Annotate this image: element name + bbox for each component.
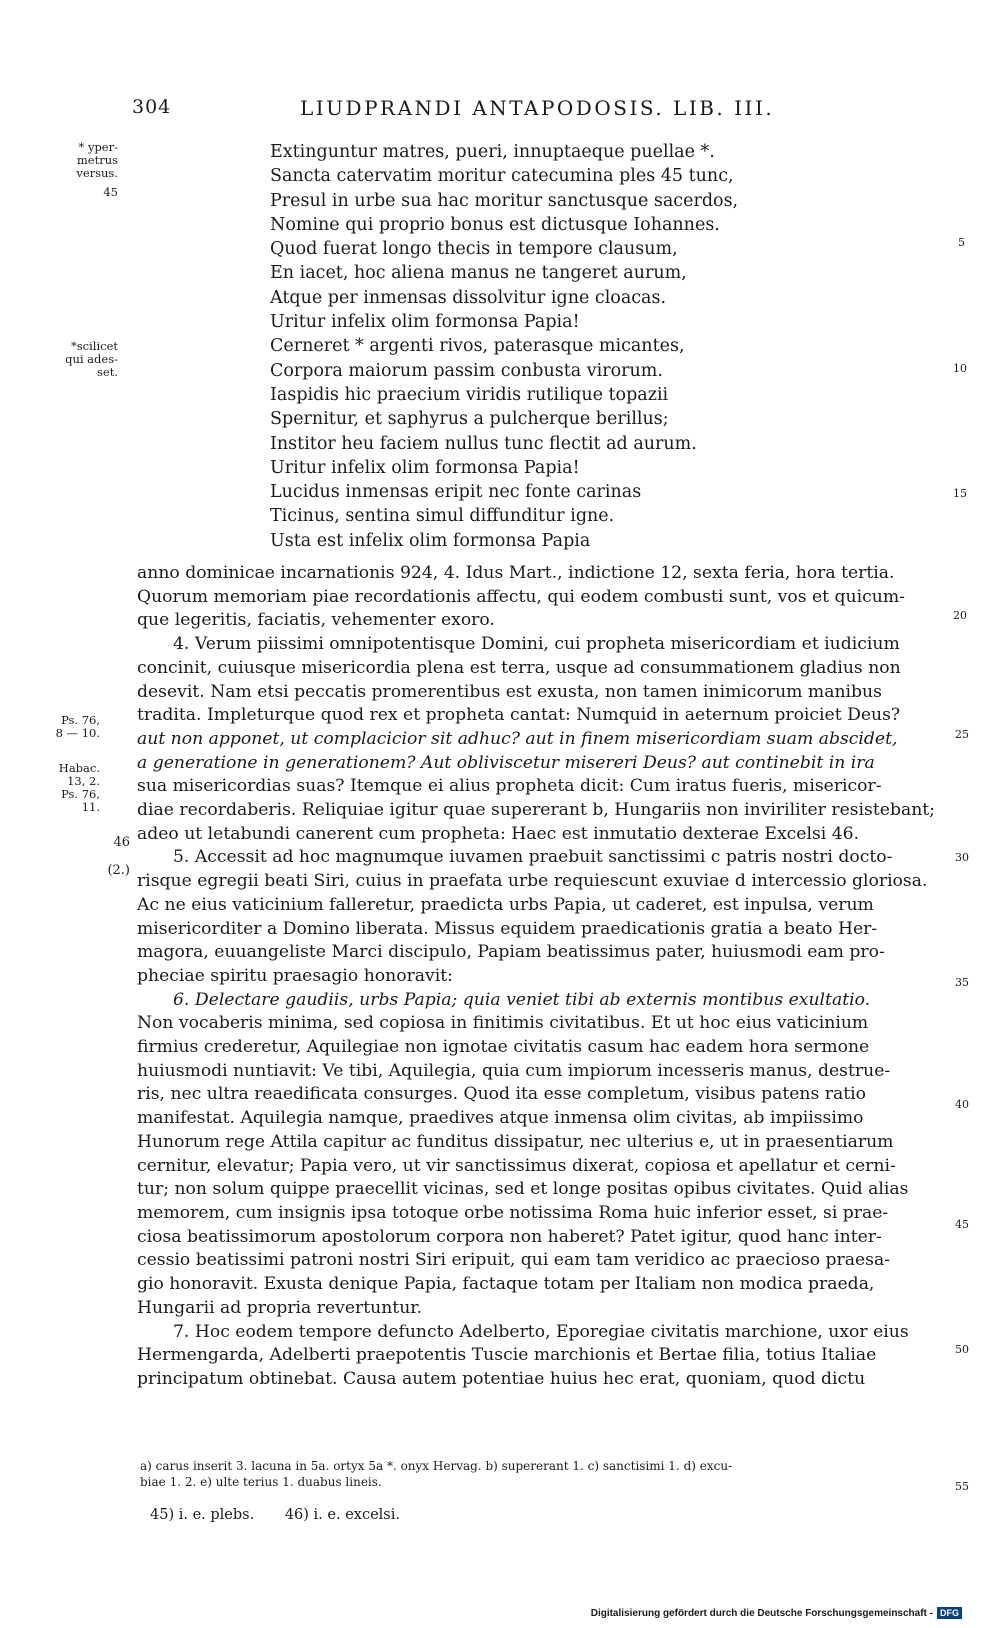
line-number-5: 5 [958,236,965,249]
prose-line: cessio beatissimi patroni nostri Siri eripuit, qui eam tam veridico ac praecioso praesa- [137,1250,891,1271]
prose-line: magora, euuangeliste Marci discipulo, Papiam beatissimus pater, huiusmodi eam pro- [137,942,885,963]
footnotes [140,1458,920,1490]
verse-line: Extinguntur matres, pueri, innuptaeque puellae *. [270,142,715,162]
margin-note-chapter-2: (2.) [107,863,130,878]
endnote-46: 46) i. e. excelsi. [284,1507,400,1523]
prose-line: 4. Verum piissimi omnipotentisque Domini, cui propheta misericordiam et iudicium [173,634,900,655]
verse-line: Presul in urbe sua hac moritur sanctusque sacerdos, [270,190,739,211]
footnote-line: biae 1. 2. e) ulte terius 1. duabus lineis. [140,1475,382,1489]
verse-line: Uritur infelix olim formonsa Papia! [270,457,580,478]
prose-line: diae recordaberis. Reliquiae igitur quae supererant b, Hungariis non inviriliter resistebant; [137,800,935,821]
endnote-45: 45) i. e. plebs. [150,1507,255,1523]
credit-text: Digitalisierung gefördert durch die Deutsche Forschungsgemeinschaft - [590,1607,933,1619]
prose-line: sua misericordias suas? Itemque ei alius propheta dicit: Cum iratus fueris, misericor- [137,776,882,797]
line-number-55: 55 [955,1480,969,1493]
prose-line: misericorditer a Domino liberata. Missus equidem praedicationis gratia a beato Her- [137,918,878,939]
prose-line: manifestat. Aquilegia namque, praedives atque inmensa olim civitas, ab impiissimo [137,1108,864,1129]
footnote-line: a) carus inserit 3. lacuna in 5a. ortyx 5a *. onyx Hervag. b) supererant 1. c) sanctisimi 1. d) excu- [140,1459,733,1473]
endnotes [150,1507,426,1523]
prose-line: cernitur, elevatur; Papia vero, ut vir sanctissimus dixerat, copiosa et apellatur et cerni- [137,1155,896,1176]
margin-note-scilicet: *scilicet qui ades- set. [65,339,118,379]
prose-line: aut non apponet, ut complacicior sit adhuc? aut in finem misericordiam suam abscidet, [137,728,898,749]
prose-line: Hungarii ad propria revertuntur. [137,1297,423,1318]
prose-line: desevit. Nam etsi peccatis promerentibus est exusta, non tamen inimicorum manibus [137,681,882,702]
margin-note-line-45: 45 [103,185,118,199]
prose-line: que legeritis, faciatis, vehementer exoro. [137,610,495,631]
prose-line: Non vocaberis minima, sed copiosa in finitimis civitatibus. Et ut hoc eius vaticinium [137,1013,869,1034]
prose-line: 7. Hoc eodem tempore defuncto Adelberto, Eporegiae civitatis marchione, uxor eius [173,1321,909,1342]
prose-block [137,562,955,1392]
prose-line: ciosa beatissimorum apostolorum corpora non haberet? Patet igitur, quod hanc inter- [137,1226,882,1247]
margin-note-line-46: 46 [113,835,130,850]
prose-line: concinit, cuiusque misericordia plena est terra, usque ad consummationem gladius non [137,657,901,678]
prose-line: memorem, cum insignis ipsa totoque orbe notissima Roma huic inferior esset, si prae- [137,1202,889,1223]
prose-line: huiusmodi nuntiavit: Ve tibi, Aquilegia, quia cum impiorum incesseris manus, destrue- [137,1060,891,1081]
prose-line: pheciae spiritu praesagio honoravit: [137,965,453,986]
margin-note-psalm-76: Ps. 76, 8 — 10. [55,713,100,740]
verse-line: Sancta catervatim moritur catecumina ples 45 tunc, [270,166,734,187]
line-number-40: 40 [955,1098,969,1111]
prose-line: 6. Delectare gaudiis, urbs Papia; quia veniet tibi ab externis montibus exultatio. [173,989,871,1010]
verse-line: Corpora maiorum passim conbusta virorum. [270,360,663,381]
verse-line: Iaspidis hic praecium viridis rutilique topazii [270,384,669,405]
verse-line: Uritur infelix olim formonsa Papia! [270,312,580,333]
line-number-30: 30 [955,851,969,864]
prose-line: gio honoravit. Exusta denique Papia, factaque totam per Italiam non modica praeda, [137,1274,875,1295]
prose-line: firmius crederetur, Aquilegiae non ignotae civitatis casum hac eadem hora sermone [137,1037,870,1058]
prose-line: anno dominicae incarnationis 924, 4. Idus Mart., indictione 12, sexta feria, hora tertia. [137,563,895,583]
page-number: 304 [132,96,172,118]
line-number-45: 45 [955,1218,969,1231]
verse-line: Ticinus, sentina simul diffunditur igne. [270,506,615,527]
prose-line: adeo ut letabundi canerent cum propheta: Haec est inmutatio dexterae Excelsi 46. [137,823,860,844]
dfg-credit [591,1607,962,1619]
margin-note-hypermetrus: * yper- metrus versus. [76,140,118,180]
running-title: LIUDPRANDI ANTAPODOSIS. LIB. III. [300,96,775,120]
prose-line: 5. Accessit ad hoc magnumque iuvamen praebuit sanctissimi c patris nostri docto- [173,847,893,868]
verse-line: Spernitur, et saphyrus a pulcherque berillus; [270,409,669,430]
prose-line: risque egregii beati Siri, cuius in praefata urbe requiescunt exuviae d intercessio gloriosa. [137,871,928,892]
verse-line: Usta est infelix olim formonsa Papia [270,530,591,551]
prose-line: tur; non solum quippe praecellit vicinas, sed et longe positas opibus civitates. Quid alias [137,1179,909,1200]
prose-line: Quorum memoriam piae recordationis affectu, qui eodem combusti sunt, vos et quicum- [137,586,905,607]
line-number-50: 50 [955,1343,969,1356]
verse-line: Quod fuerat longo thecis in tempore clausum, [270,239,678,260]
prose-line: Hunorum rege Attila capitur ac funditus dissipatur, nec ulterius e, ut in praesentiarum [137,1131,894,1152]
prose-line: Ac ne eius vaticinium falleretur, praedicta urbs Papia, ut caderet, est inpulsa, verum [137,894,874,915]
verse-line: Atque per inmensas dissolvitur igne cloacas. [270,287,667,308]
prose-line: a generatione in generationem? Aut obliviscetur misereri Deus? aut continebit in ira [137,752,875,773]
prose-line: tradita. Impleturque quod rex et propheta cantat: Numquid in aeternum proiciet Deus? [137,705,901,726]
line-number-20: 20 [953,609,967,622]
verse-block [270,140,790,553]
verse-line: Lucidus inmensas eripit nec fonte carinas [270,482,642,503]
prose-line: Hermengarda, Adelberti praepotentis Tuscie marchionis et Bertae filia, totius Italiae [137,1345,877,1366]
line-number-10: 10 [953,362,967,375]
line-number-25: 25 [955,728,969,741]
verse-line: Institor heu faciem nullus tunc flectit ad aurum. [270,433,697,454]
verse-line: En iacet, hoc aliena manus ne tangeret aurum, [270,263,687,284]
dfg-logo-icon: DFG [937,1607,962,1619]
prose-line: principatum obtinebat. Causa autem potentiae huius hec erat, quoniam, quod dictu [137,1368,866,1389]
verse-line: Nomine qui proprio bonus est dictusque Iohannes. [270,214,720,235]
margin-note-habacuc: Habac. 13, 2. Ps. 76, 11. [58,761,100,814]
line-number-35: 35 [955,976,969,989]
line-number-15: 15 [953,487,967,500]
verse-line: Cerneret * argenti rivos, paterasque micantes, [270,336,685,357]
prose-line: ris, nec ultra reaedificata consurges. Quod ita esse completum, visibus patens ratio [137,1084,866,1105]
